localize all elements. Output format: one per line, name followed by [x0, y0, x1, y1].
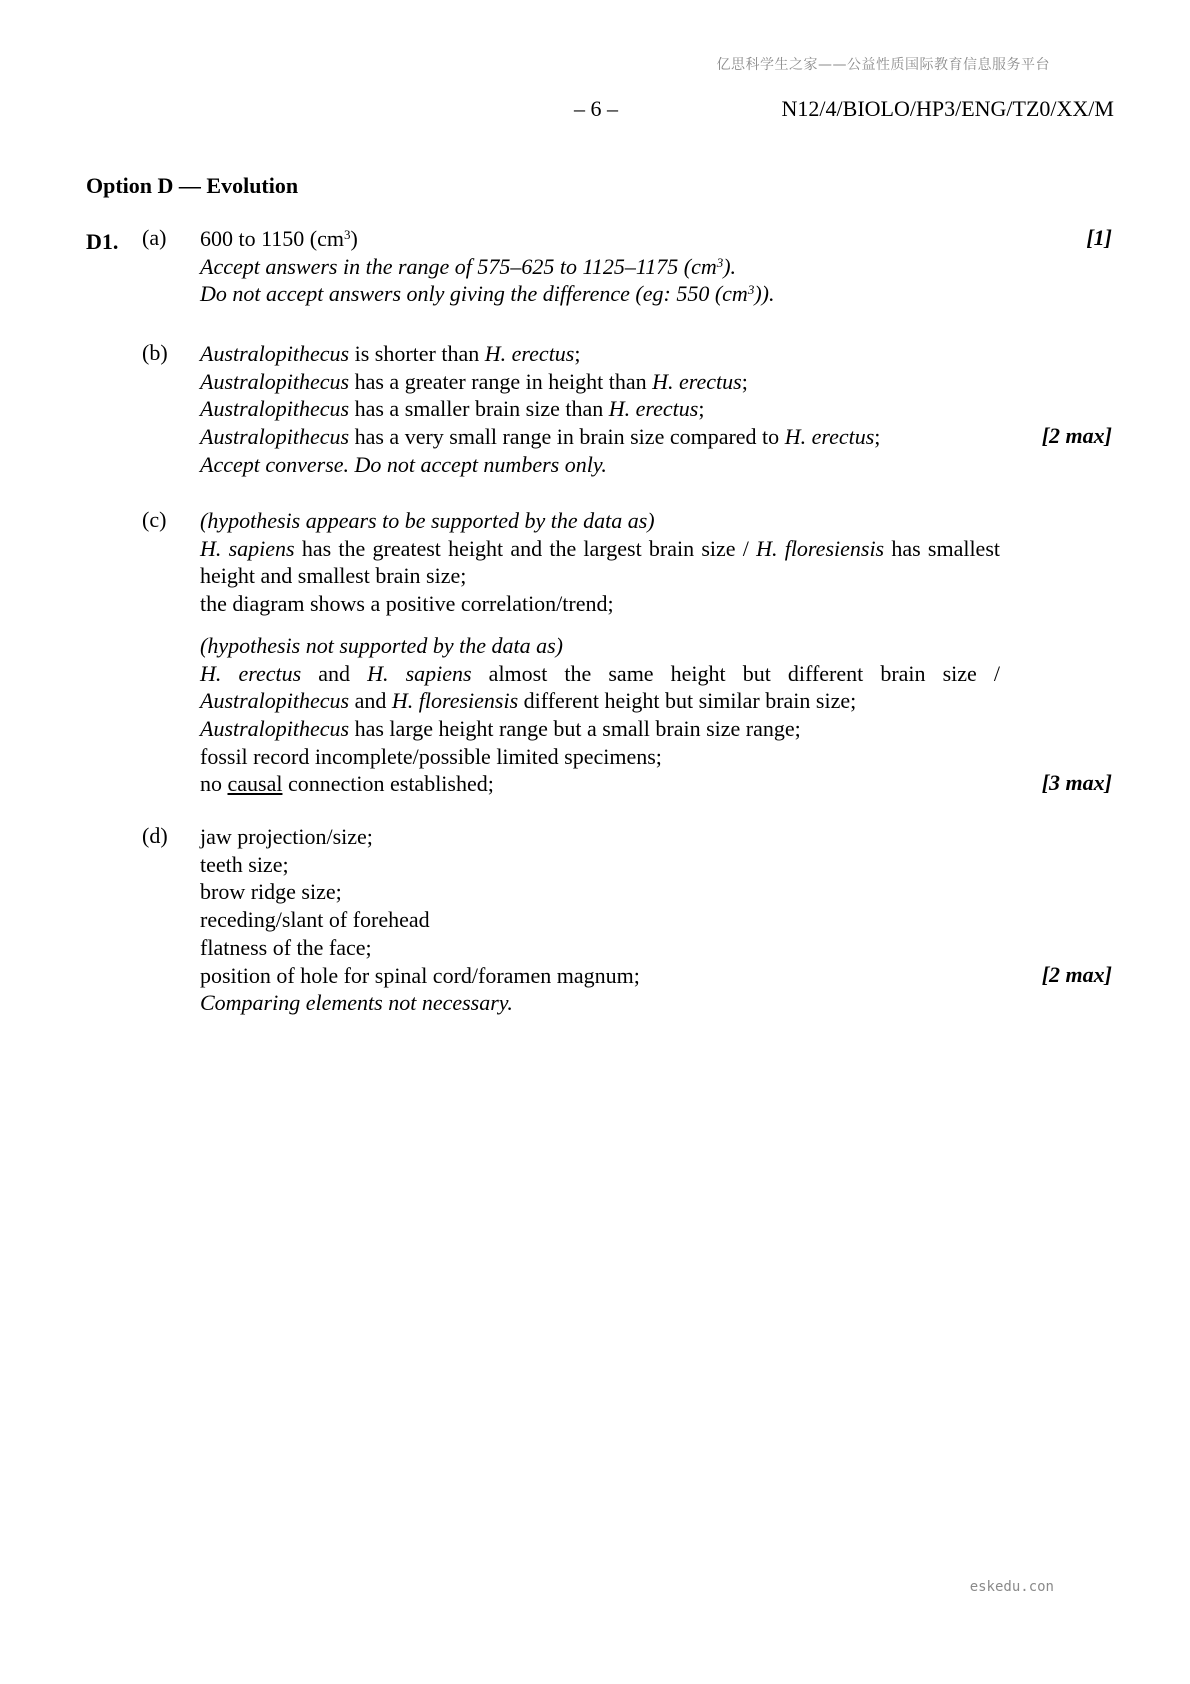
- section-title: Option D — Evolution: [86, 173, 299, 198]
- part-b-line-1: Australopithecus is shorter than H. erectus;: [200, 341, 581, 366]
- part-c-supported-2: the diagram shows a positive correlation/trend;: [200, 591, 614, 617]
- part-c-not-supported-2: Australopithecus has large height range but a small brain size range;: [200, 715, 801, 741]
- part-b-line-2: Australopithecus has a greater range in height than H. erectus;: [200, 368, 748, 394]
- page-number: – 6 –: [574, 96, 618, 121]
- part-b-mark: [2 max]: [1041, 423, 1112, 448]
- part-c-body: [200, 507, 1000, 798]
- part-a-label: (a): [142, 225, 167, 250]
- part-d-label: (d): [142, 823, 168, 848]
- part-d-item: teeth size;: [200, 851, 289, 877]
- part-c-not-supported-1: H. erectus and H. sapiens almost the same height but different brain size / Australopithecus and H. floresiensis different height but similar brain size;: [200, 660, 1001, 714]
- part-b-line-4: Australopithecus has a very small range in brain size compared to H. erectus;: [200, 424, 881, 450]
- part-d-item: position of hole for spinal cord/foramen magnum;: [200, 962, 640, 988]
- footer-watermark: eskedu.con: [969, 1579, 1054, 1595]
- part-a-body: [200, 225, 1000, 308]
- part-b-label: (b): [142, 340, 168, 365]
- part-b-line-3: Australopithecus has a smaller brain size than H. erectus;: [200, 396, 705, 422]
- part-d-item: receding/slant of forehead: [200, 907, 430, 933]
- part-c-not-supported-4: no causal connection established;: [200, 771, 494, 797]
- part-d-note: Comparing elements not necessary.: [200, 990, 513, 1016]
- part-c-supported-1: H. sapiens has the greatest height and the largest brain size / H. floresiensis has smallest height and smallest brain size;: [200, 535, 1001, 589]
- part-d-item: jaw projection/size;: [200, 824, 373, 849]
- part-b-body: [200, 340, 1000, 479]
- part-c-mark: [3 max]: [1041, 770, 1112, 795]
- part-d-item: brow ridge size;: [200, 879, 342, 905]
- watermark-text: 亿思科学生之家——公益性质国际教育信息服务平台: [716, 57, 1050, 73]
- part-c-not-supported-3: fossil record incomplete/possible limited specimens;: [200, 743, 662, 769]
- part-a-answer: 600 to 1150 $(cm^3)$: [200, 226, 358, 251]
- part-a-mark: [1]: [1086, 225, 1112, 250]
- part-c-not-supported-heading: (hypothesis not supported by the data as): [200, 632, 563, 658]
- part-b-note: Accept converse. Do not accept numbers only.: [200, 451, 607, 477]
- part-d-body: [200, 823, 1000, 1017]
- part-d-item: flatness of the face;: [200, 934, 372, 960]
- part-c-supported-heading: (hypothesis appears to be supported by the data as): [200, 508, 655, 533]
- part-d-mark: [2 max]: [1041, 962, 1112, 987]
- question-number: D1.: [86, 229, 119, 254]
- part-c-label: (c): [142, 507, 167, 532]
- paper-code: N12/4/BIOLO/HP3/ENG/TZ0/XX/M: [781, 96, 1114, 121]
- part-a-note-1: Accept answers in the range of 575–625 to 1125–1175 $(cm^3)$.: [200, 253, 737, 279]
- part-a-note-2: Do not accept answers only giving the difference (eg: 550 $(cm^3)$).: [200, 281, 775, 307]
